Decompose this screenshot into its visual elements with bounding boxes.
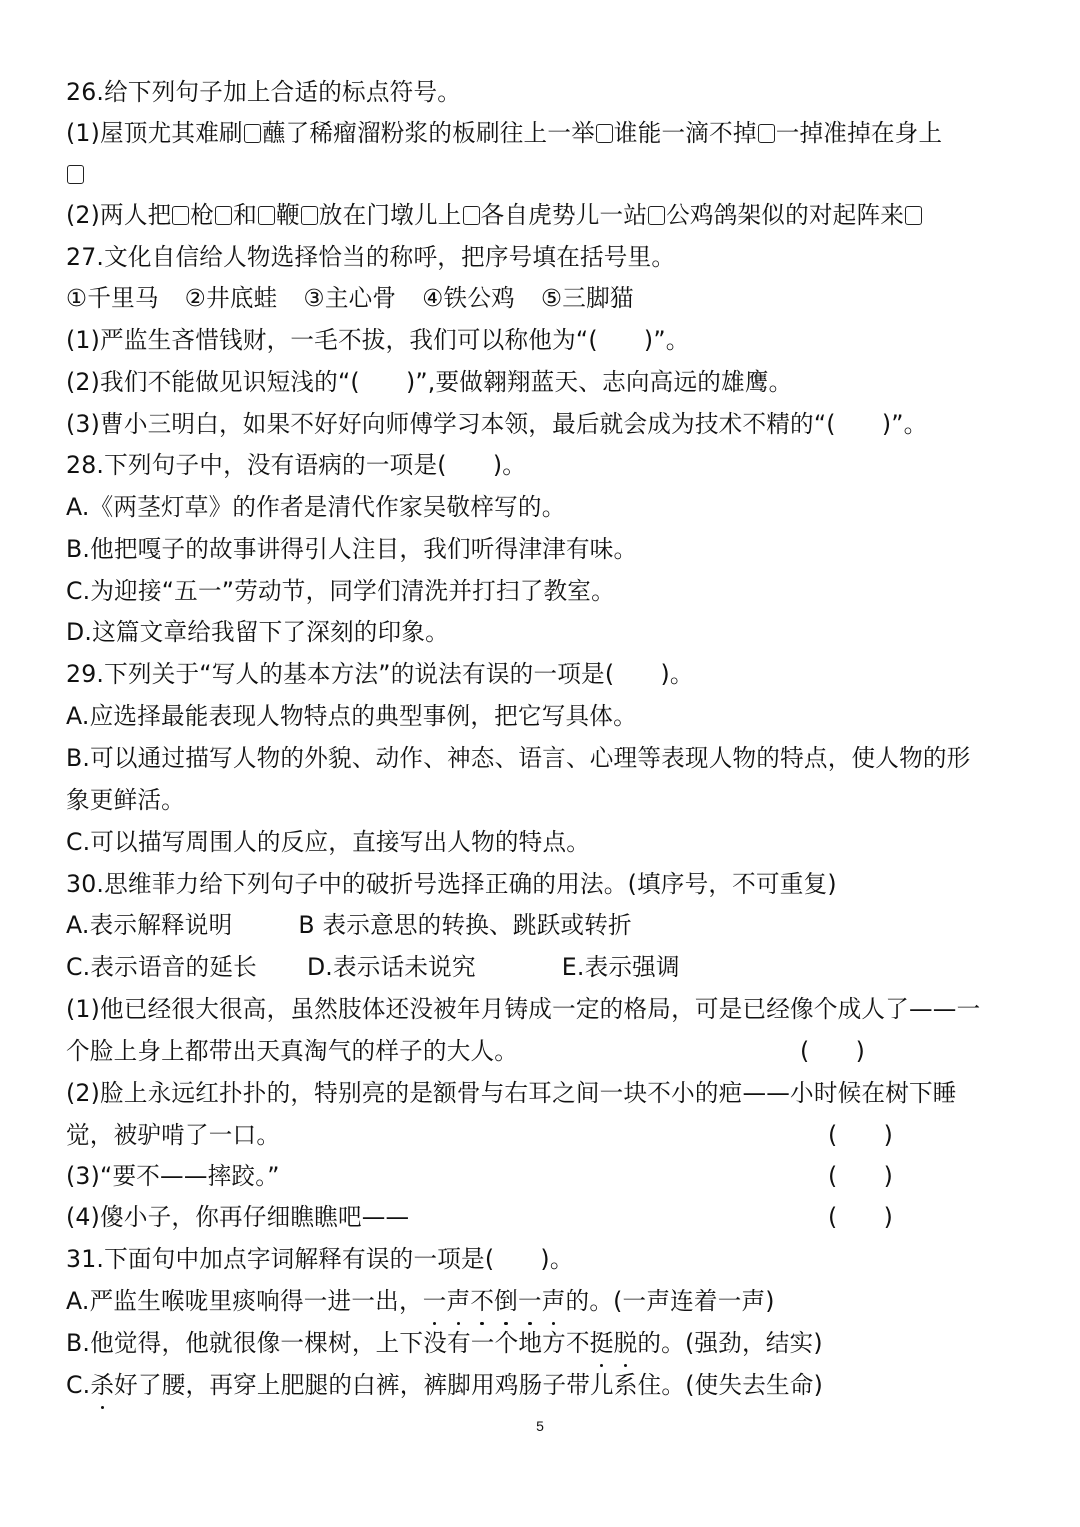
question-30-title: 30.思维菲力给下列句子中的破折号选择正确的用法。(填序号，不可重复) [66,870,837,898]
option-1: ①千里马 [66,284,159,312]
question-30-sentence-4: (4)傻小子，你再仔细瞧瞧吧—— [66,1203,410,1231]
option-e: E.表示强调 [561,953,680,981]
option-b: B 表示意思的转换、跳跃或转折 [298,911,632,939]
punctuation-blank[interactable] [258,206,275,225]
punctuation-blank[interactable] [648,206,665,225]
question-26-title: 26.给下列句子加上合适的标点符号。 [66,78,462,106]
question-28-option-a: A.《两茎灯草》的作者是清代作家吴敬梓写的。 [66,493,566,521]
punctuation-blank[interactable] [172,206,189,225]
punctuation-blank[interactable] [758,124,775,143]
option-2: ②井底蛙 [184,284,278,312]
question-27-options [66,283,634,313]
question-27-title: 27.文化自信给人物选择恰当的称呼，把序号填在括号里。 [66,243,676,271]
question-30-sentence-1-line-1: (1)他已经很大很高，虽然肢体还没被年月铸成一定的格局，可是已经像个成人了——一 [66,995,981,1023]
punctuation-blank[interactable] [67,165,84,184]
option-d: D.表示话未说究 [306,953,476,981]
option-c: C.表示语音的延长 [66,953,257,981]
question-27-sentence-3: (3)曹小三明白，如果不好好向师傅学习本领，最后就会成为技术不精的“( )”。 [66,410,928,438]
dotted-char: 脱 [613,1329,638,1357]
question-30-sentence-2-line-2: 觉，被驴啃了一口。 [66,1121,281,1149]
answer-blank-1[interactable]: ( ) [800,1037,866,1065]
question-29-option-b-line-2: 象更鲜活。 [66,786,185,814]
answer-blank-4[interactable]: ( ) [828,1203,894,1231]
answer-blank-2[interactable]: ( ) [828,1121,894,1149]
punctuation-blank[interactable] [596,124,613,143]
question-28-option-d: D.这篇文章给我留下了深刻的印象。 [66,618,449,646]
dotted-char: 一 [517,1287,542,1315]
question-28-title: 28.下列句子中，没有语病的一项是( )。 [66,451,527,479]
punctuation-blank[interactable] [215,206,232,225]
question-30-sentence-3: (3)“要不——摔跤。” [66,1162,280,1190]
punctuation-blank[interactable] [463,206,480,225]
question-28-option-b: B.他把嘎子的故事讲得引人注目，我们听得津津有味。 [66,535,638,563]
question-27-sentence-1: (1)严监生吝惜钱财，一毛不拔，我们可以称他为“( )”。 [66,326,690,354]
dotted-char: 杀 [90,1371,115,1399]
question-30-sentence-1-line-2: 个脸上身上都带出天真淘气的样子的大人。 [66,1037,519,1065]
option-a: A.表示解释说明 [66,911,233,939]
dotted-char: 声 [541,1287,566,1315]
option-5: ⑤三脚猫 [540,284,634,312]
question-31-title: 31.下面句中加点字词解释有误的一项是( )。 [66,1245,574,1273]
option-4: ④铁公鸡 [422,284,515,312]
question-29-option-b-line-1: B.可以通过描写人物的外貌、动作、神态、语言、心理等表现人物的特点，使人物的形 [66,744,971,772]
question-26-sentence-1-end [66,159,85,189]
question-31-option-a: A.严监生喉咙里痰响得一进一出，一声不倒一声的。(一声连着一声) [66,1287,775,1315]
question-29-title: 29.下列关于“写人的基本方法”的说法有误的一项是( )。 [66,660,694,688]
question-30-options-row-2 [66,952,680,982]
question-30-sentence-2-line-1: (2)脸上永远红扑扑的，特别亮的是额骨与右耳之间一块不小的疤——小时候在树下睡 [66,1079,957,1107]
question-31-option-b: B.他觉得，他就很像一棵树，上下没有一个地方不挺脱的。(强劲，结实) [66,1329,823,1357]
question-29-option-c: C.可以描写周围人的反应，直接写出人物的特点。 [66,828,591,856]
punctuation-blank[interactable] [905,206,922,225]
dotted-char: 挺 [589,1329,614,1357]
question-29-option-a: A.应选择最能表现人物特点的典型事例，把它写具体。 [66,702,637,730]
punctuation-blank[interactable] [244,124,261,143]
question-26-sentence-2: (2)两人把 枪 和 鞭 放在门墩儿上 各自虎势儿一站 公鸡鸽架似的对起阵来 [66,200,923,230]
question-28-option-c: C.为迎接“五一”劳动节，同学们清洗并打扫了教室。 [66,577,615,605]
dotted-char: 一 [422,1287,447,1315]
page-number: 5 [536,1418,544,1434]
dotted-char: 倒 [494,1287,518,1315]
dotted-char: 不 [470,1287,495,1315]
answer-blank-3[interactable]: ( ) [828,1162,894,1190]
question-30-options-row-1 [66,910,632,940]
punctuation-blank[interactable] [301,206,318,225]
dotted-char: 声 [446,1287,471,1315]
option-3: ③主心骨 [303,284,397,312]
question-26-sentence-1: (1)屋顶尤其难刷 蘸了稀瘤溜粉浆的板刷往上一举 谁能一滴不掉 一掉准掉在身上 [66,119,943,147]
question-31-option-c: C.杀好了腰，再穿上肥腿的白裤，裤脚用鸡肠子带儿系住。(使失去生命) [66,1371,823,1399]
question-27-sentence-2: (2)我们不能做见识短浅的“( )”,要做翱翔蓝天、志向高远的雄鹰。 [66,368,793,396]
